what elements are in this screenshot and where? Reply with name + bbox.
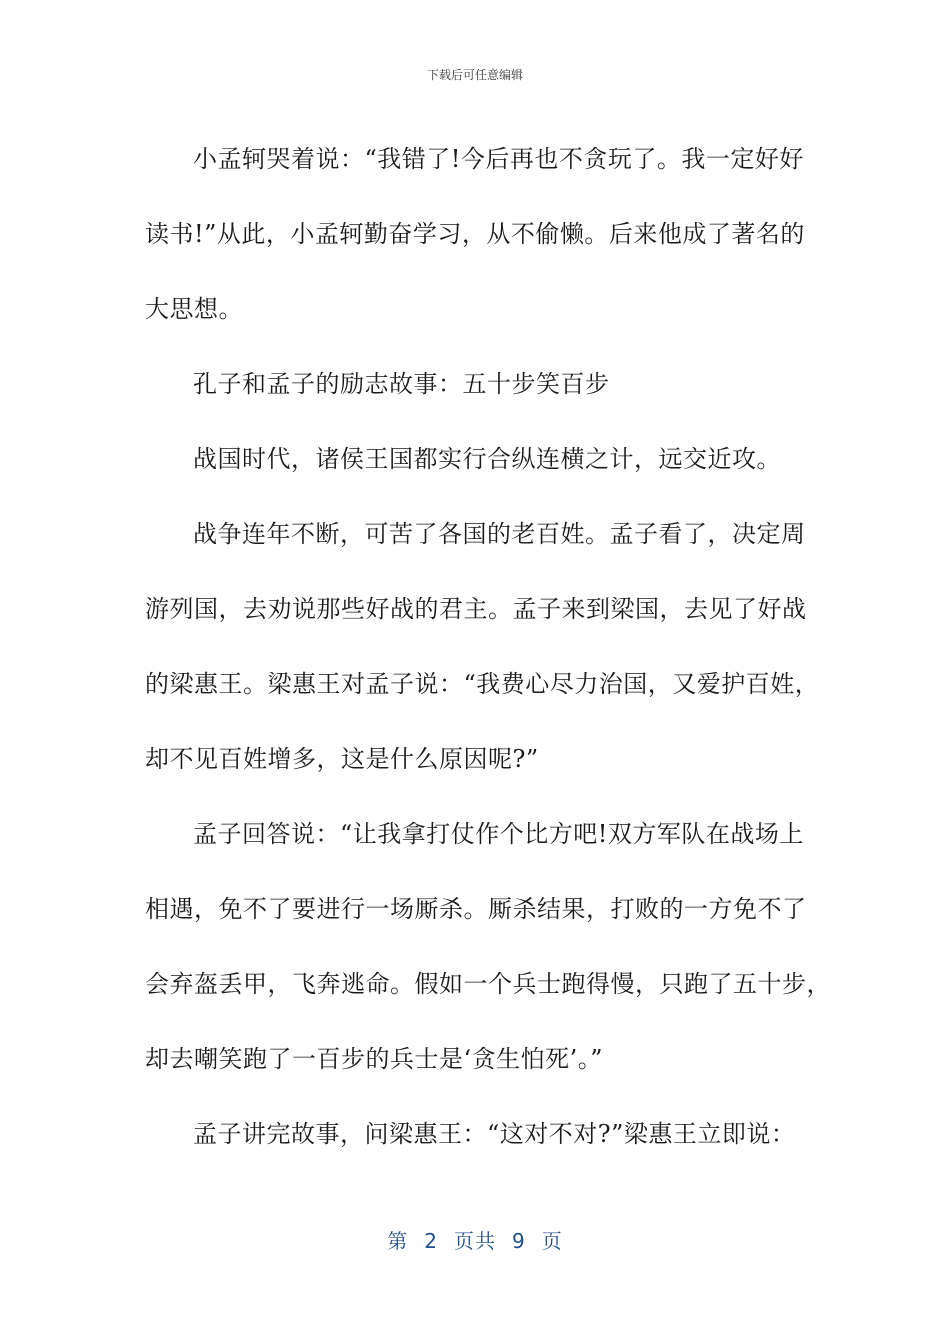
text-line: 战国时代，诸侯王国都实行合纵连横之计，远交近攻。 <box>193 445 781 473</box>
text-line: 战争连年不断，可苦了各国的老百姓。孟子看了，决定周 <box>193 520 806 548</box>
text-line: 却不见百姓增多，这是什么原因呢?” <box>145 745 539 773</box>
text-line: 大思想。 <box>145 295 243 323</box>
text-line: 却去嘲笑跑了一百步的兵士是‘贪生怕死’。” <box>145 1045 604 1073</box>
footer-current-page: 2 <box>424 1229 438 1253</box>
footer-middle: 页共 <box>454 1229 496 1253</box>
footer-prefix: 第 <box>387 1229 409 1253</box>
footer-suffix: 页 <box>541 1229 563 1253</box>
text-line: 会弃盔丢甲，飞奔逃命。假如一个兵士跑得慢，只跑了五十步， <box>145 970 831 998</box>
text-line: 游列国，去劝说那些好战的君主。孟子来到梁国，去见了好战 <box>145 595 807 623</box>
text-line: 相遇，免不了要进行一场厮杀。厮杀结果，打败的一方免不了 <box>145 895 807 923</box>
text-line: 小孟轲哭着说：“我错了!今后再也不贪玩了。我一定好好 <box>193 145 804 173</box>
page-footer <box>0 1225 950 1254</box>
text-line: 孟子回答说：“让我拿打仗作个比方吧!双方军队在战场上 <box>193 820 804 848</box>
text-line: 读书!”从此，小孟轲勤奋学习，从不偷懒。后来他成了著名的 <box>145 220 805 248</box>
section-heading: 孔子和孟子的励志故事：五十步笑百步 <box>193 370 610 398</box>
document-body <box>145 122 831 1172</box>
page-header: 下载后可任意编辑 <box>426 68 523 82</box>
text-line: 孟子讲完故事，问梁惠王：“这对不对?”梁惠王立即说： <box>193 1120 796 1148</box>
text-line: 的梁惠王。梁惠王对孟子说：“我费心尽力治国，又爱护百姓， <box>145 670 820 698</box>
footer-total-pages: 9 <box>512 1229 526 1253</box>
